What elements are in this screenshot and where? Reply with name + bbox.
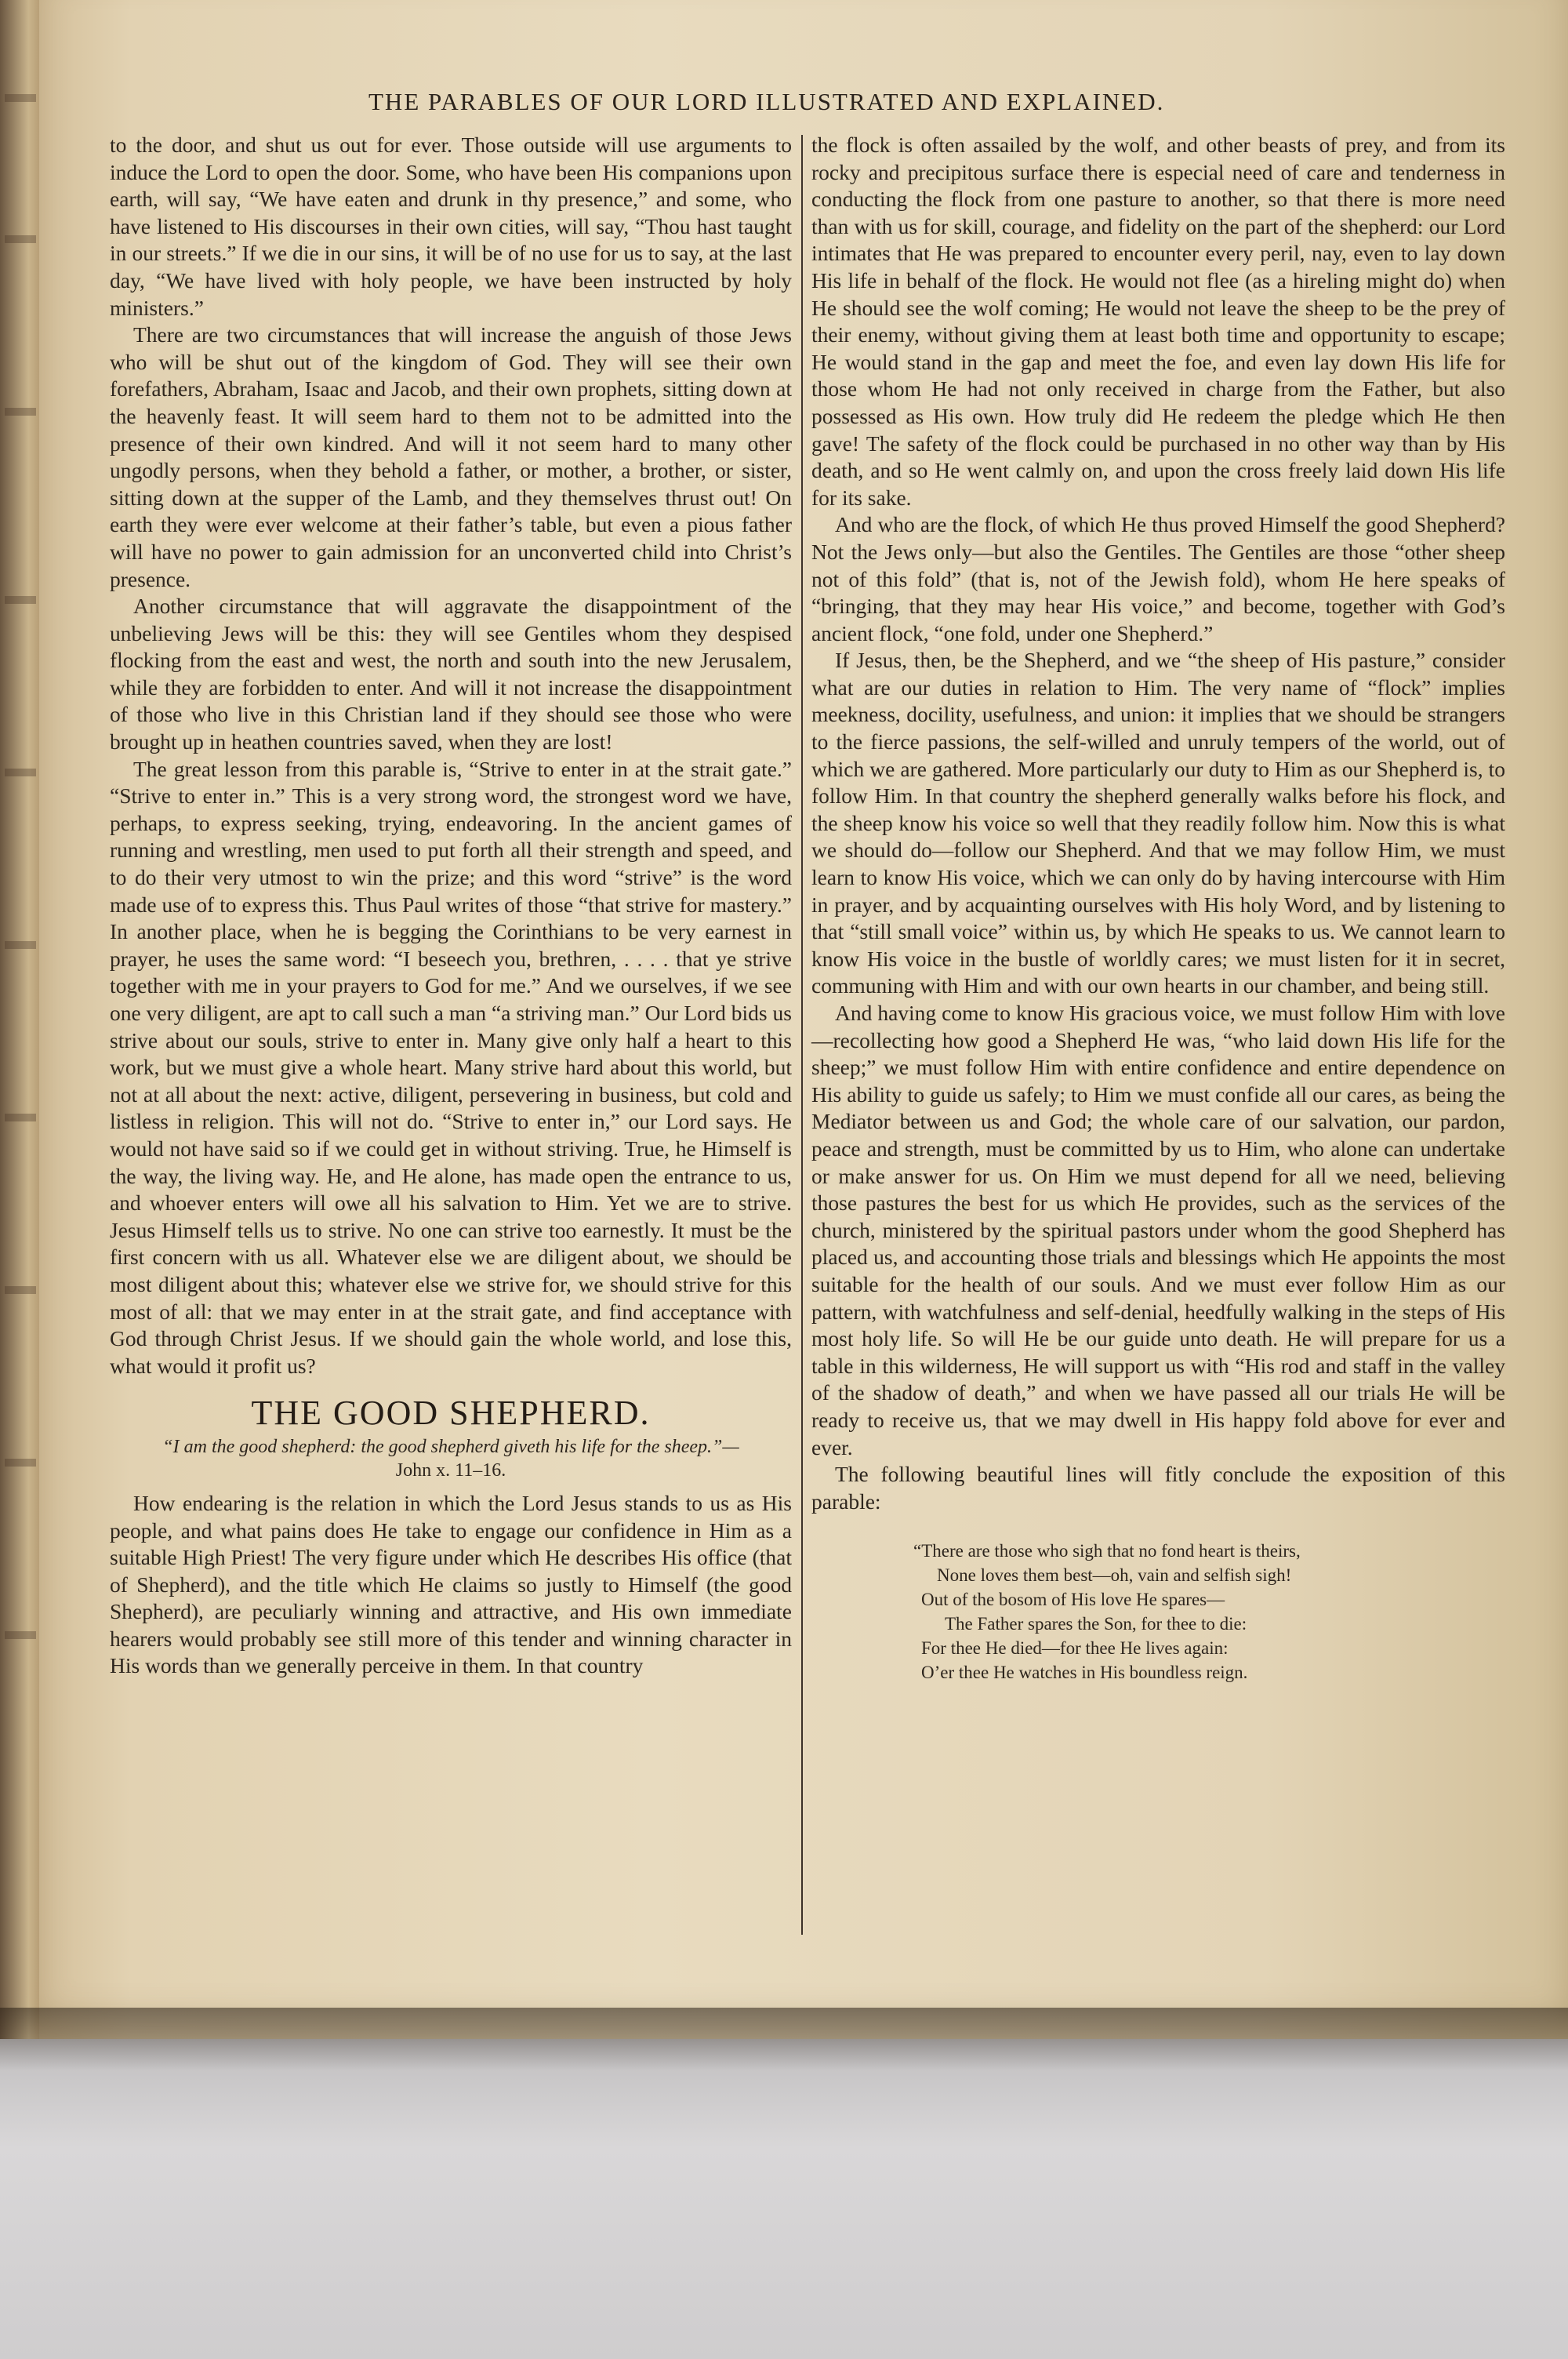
paragraph: How endearing is the relation in which the Lord Jesus stands to us as His people, and what pains does He take to engage our confidence in Him as a suitable High Priest! The very figure under which He describes His office (that of Shepherd), and the title which He claims so justly to Himself (the good Shepherd), are peculiarly winning and attractive, and His own immediate hearers would probably see still more of this tender and winning character in His words than we generally perceive in them. In that country — [110, 1490, 792, 1678]
epigraph-quote: “I am the good shepherd: the good shepherd giveth his life for the sheep.”— — [162, 1436, 739, 1457]
poem-line: “There are those who sigh that no fond heart is theirs, — [913, 1541, 1301, 1561]
paragraph: There are two circumstances that will increase the anguish of those Jews who will be shut out of the kingdom of God. They will see their own forefathers, Abraham, Isaac and Jacob, and their own prophets, sitting down at the heavenly feast. It will seem hard to them not to be admitted into the presence of their own kindred. And will it not seem hard to many other ungodly persons, when they behold a father, or mother, a brother, or sister, sitting down at the supper of the Lamb, and they themselves thrust out! On earth they were ever welcome at their father’s table, but even a pious father will have no power to gain admission for an unconverted child into Christ’s presence. — [110, 322, 792, 591]
poem-line: For thee He died—for thee He lives again: — [921, 1638, 1229, 1659]
poem-line: Out of the bosom of His love He spares— — [921, 1590, 1225, 1610]
paragraph: The great lesson from this parable is, “Strive to enter in at the strait gate.” “Strive to enter in.” This is a very strong word, the strongest word we have, perhaps, to express seeking, trying, endeavoring. In the ancient games of running and wrestling, men used to put forth all their strength and speed, and to do their very utmost to win the prize; and this word “strive” is the word made use of to express this. Thus Paul writes of those “that strive for mastery.” In another place, when he is begging the Corinthians to be very earnest in prayer, he uses the same word: “I beseech you, brethren, . . . . that ye strive together with me in your prayers to God for me.” And we ourselves, if we see one very diligent, are apt to call such a man “a striving man.” Our Lord bids us strive about our souls, strive to enter in. Many give only half a heart to this work, but we must give a whole heart. Many strive hard about this world, but not at all about the next: active, diligent, persevering in business, but cold and listless in religion. This will not do. “Strive to enter in,” our Lord says. He would not have said so if we could get in without striving. True, he Himself is the way, the living way. He, and He alone, has made open the entrance to us, and whoever enters will owe all his salvation to Him. Yet we are to strive. Jesus Himself tells us to strive. No one can strive too earnestly. It must be the first concern with us all. Whatever else we are diligent about, we should be most diligent about this; whatever else we strive for, we should strive for this most of all: that we may enter in at the strait gate, and find acceptance with God through Christ Jesus. If we should gain the whole world, and lose this, what would it profit us? — [110, 756, 792, 1378]
left-column — [110, 132, 792, 1680]
paragraph: the flock is often assailed by the wolf, and other beasts of prey, and from its rocky and precipitous surface there is especial need of care and tenderness in conducting the flock from one pasture to another, so that there is more need than with us for skill, courage, and fidelity on the part of the shepherd: our Lord intimates that He was prepared to encounter every peril, nay, even to lay down His life in behalf of the flock. He would not flee (as a hireling might do) when He should see the wolf coming; He would not leave the sheep to be the prey of their enemy, without giving them at least both time and opportunity to escape; He would stand in the gap and meet the foe, and even lay down His life for those whom He had not only received in charge from the Father, but also possessed as His own. How truly did He redeem the pledge which He then gave! The safety of the flock could be purchased in no other way than by His death, and so He went calmly on, and upon the cross freely laid down His life for its sake. — [811, 133, 1505, 510]
paragraph: Another circumstance that will aggravate the disappointment of the unbelieving Jews will be this: they will see Gentiles whom they despised flocking from the east and west, the north and south into the new Jerusalem, while they are forbidden to enter. And will it not increase the disappointment of those who live in this Christian land if they should see those who were brought up in heathen countries saved, when they are lost! — [110, 594, 792, 754]
right-column — [811, 132, 1505, 1685]
paragraph: And who are the flock, of which He thus proved Himself the good Shepherd? Not the Jews only—but also the Gentiles. The Gentiles are those “other sheep not of this fold” (that is, not of the Jewish fold), whom He here speaks of “bringing, that they may hear His voice,” and become, together with God’s ancient flock, “one fold, under one Shepherd.” — [811, 512, 1505, 645]
paragraph: If Jesus, then, be the Shepherd, and we “the sheep of His pasture,” consider what are our duties in relation to Him. The very name of “flock” implies meekness, docility, usefulness, and union: it implies that we should be strangers to the fierce passions, the self-willed and unruly tempers of the world, out of which we are gathered. More particularly our duty to Him as our Shepherd is, to follow Him. In that country the shepherd generally walks before his flock, and the sheep know his voice so well that they readily follow him. Now this is what we should do—follow our Shepherd. And that we may follow Him, we must learn to know His voice, which we can only do by having intercourse with Him in prayer, and by acquainting ourselves with His holy Word, and by listening to that “still small voice” within us, by which He speaks to us. We cannot learn to know His voice in the bustle of worldly cares; we must listen for it in secret, communing with Him and with our own hearts in our chamber, and being still. — [811, 648, 1505, 998]
page-bottom-shadow — [0, 2008, 1568, 2070]
left-page-edge — [0, 0, 41, 2039]
column-divider — [801, 135, 803, 1935]
paragraph: And having come to know His gracious voice, we must follow Him with love—recollecting how good a Shepherd He was, “who laid down His life for the sheep;” we must follow Him with entire confidence and entire dependence on His ability to guide us safely; to Him we must confide all our cares, as being the Mediator between us and God; the whole care of our salvation, our pardon, peace and strength, must be committed by us to Him, who alone can undertake or make answer for us. On Him we must depend for all we need, believing those pastures the best for us which He provides, such as the services of the church, ministered by the spiritual pastors under whom the good Shepherd has placed us, and accounting those trials and blessings which He appoints the most suitable for the health of our souls. And we must ever follow Him as our pattern, with watchfulness and self-denial, heedfully walking in the steps of His most holy life. So will He be our guide unto death. He will prepare for us a table in this wilderness, He will support us with “His rod and staff in the valley of the shadow of death,” and when we have passed all our trials He will be ready to receive us, that we may dwell in His happy fold above for ever and ever. — [811, 1001, 1505, 1459]
section-title: THE GOOD SHEPHERD. — [251, 1394, 651, 1433]
running-head: THE PARABLES OF OUR LORD ILLUSTRATED AND EXPLAINED. — [368, 88, 1165, 115]
epigraph-reference: John x. 11–16. — [395, 1459, 506, 1481]
paragraph: to the door, and shut us out for ever. Those outside will use arguments to induce the Lord to open the door. Some, who have been His companions upon earth, will say, “We have eaten and drunk in thy presence,” and some, who have listened to His discourses in their own cities, will say, “Thou hast taught in our streets.” If we die in our sins, it will be of no use for us to say, at the last day, “We have lived with holy people, we have been instructed by holy ministers.” — [110, 133, 792, 320]
poem-line: The Father spares the Son, for thee to die: — [945, 1614, 1247, 1634]
epigraph — [110, 1435, 792, 1482]
paragraph: The following beautiful lines will fitly conclude the exposition of this parable: — [811, 1462, 1505, 1514]
poem-line: None loves them best—oh, vain and selfish sigh! — [937, 1565, 1292, 1586]
poem — [811, 1539, 1505, 1685]
poem-line: O’er thee He watches in His boundless reign. — [921, 1663, 1248, 1683]
